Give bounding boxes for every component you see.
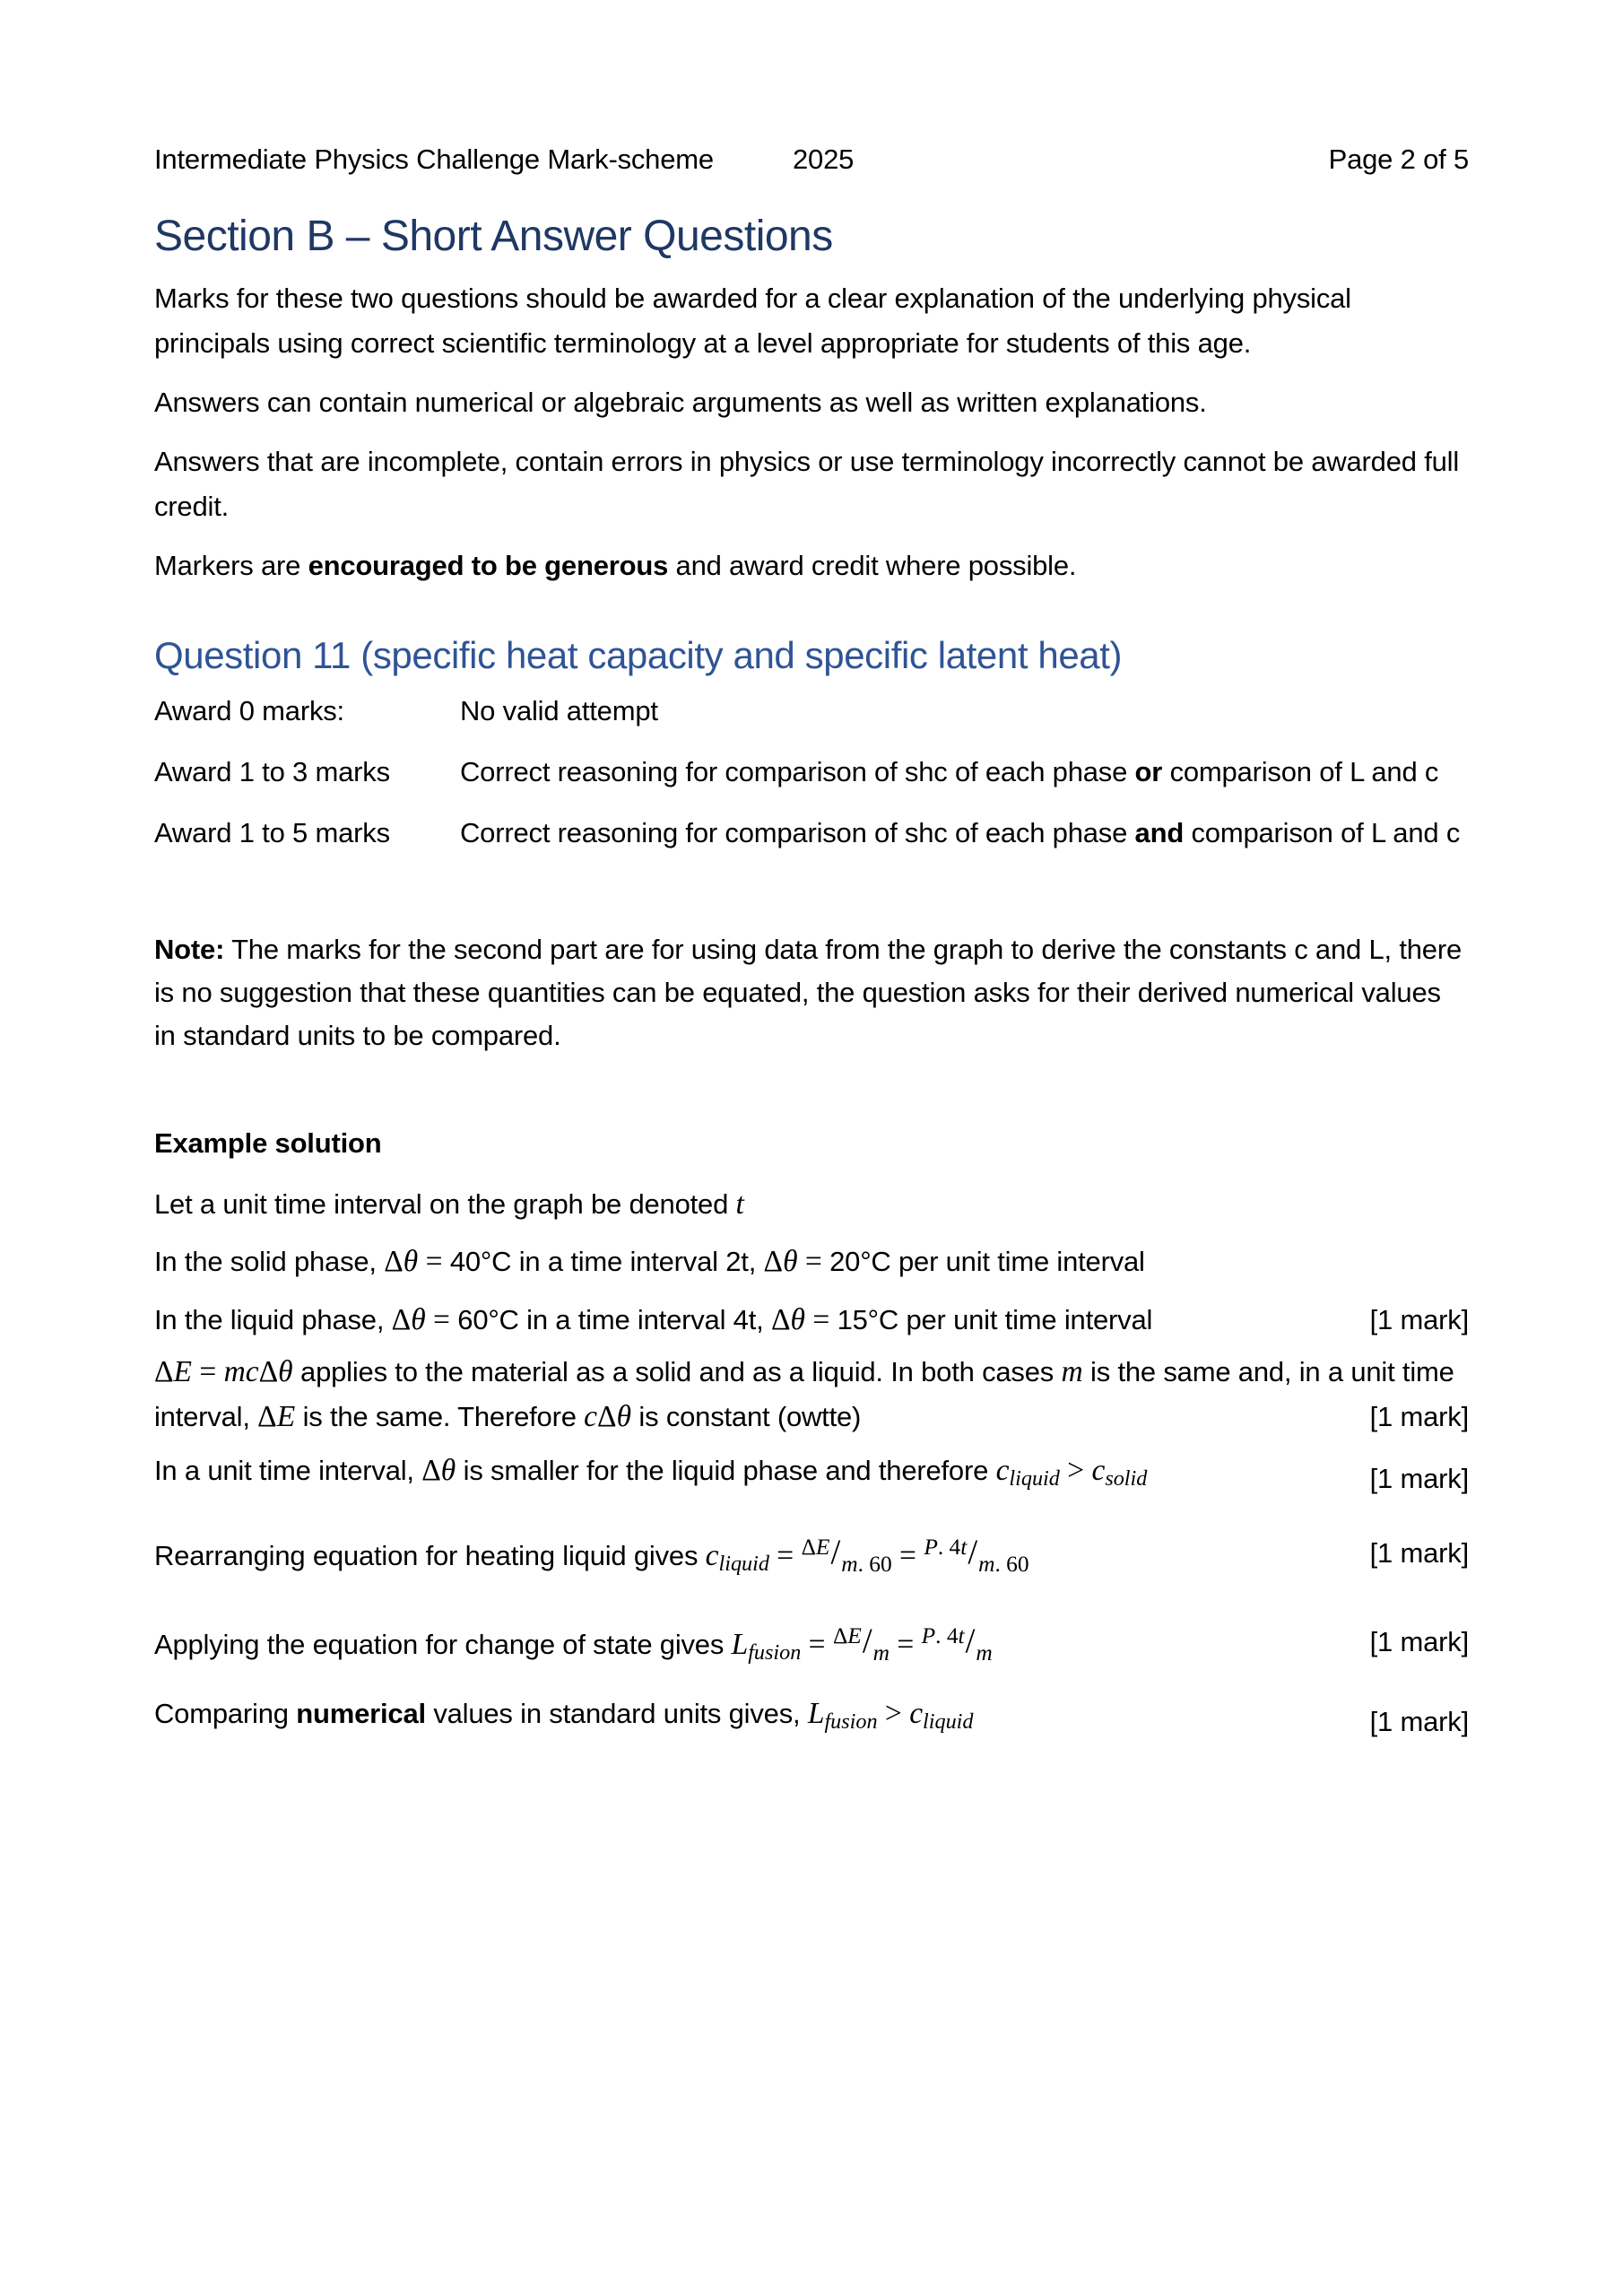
- solution-text: Rearranging equation for heating liquid gives cliquid = $^{\Delta E}/_{m. 60} = ^{P. 4t}/_{m. 60}$: [154, 1533, 1029, 1578]
- intro-paragraph-1: Marks for these two questions should be awarded for a clear explanation of the underlying physical principals using correct scientific terminology at a level appropriate for students of this age.: [154, 283, 1351, 359]
- document-year: 2025: [793, 144, 855, 175]
- solution-text: In a unit time interval, Δθ is smaller for the liquid phase and therefore cliquid > csolid: [154, 1454, 1148, 1491]
- award-label: Award 0 marks:: [154, 695, 344, 726]
- intro-paragraph-3: Answers that are incomplete, contain errors in physics or use terminology incorrectly cannot be awarded full credit.: [154, 446, 1460, 522]
- page-header: [154, 142, 1469, 178]
- intro-paragraph-4: Markers are encouraged to be generous and award credit where possible.: [154, 550, 1077, 581]
- fraction: $^{\Delta E}/_{m. 60}$: [801, 1533, 892, 1578]
- award-table: [154, 689, 1469, 856]
- solution-text: ΔE = mcΔθ applies to the material as a solid and as a liquid. In both cases m is the same and, in a unit time interval, ΔE is the same. Therefore cΔθ is constant (owtte): [154, 1355, 1454, 1433]
- example-solution-heading: Example solution: [154, 1127, 382, 1159]
- solution-line: [154, 1603, 1469, 1686]
- solution-line: [154, 1298, 1469, 1343]
- fraction: $^{P. 4t}/_m$: [921, 1622, 993, 1666]
- mark-label: [1 mark]: [1369, 1706, 1469, 1738]
- award-criteria: Correct reasoning for comparison of shc of each phase and comparison of L and c: [460, 817, 1461, 848]
- solution-text: In the solid phase, Δθ = 40°C in a time interval 2t, Δθ = 20°C per unit time interval: [154, 1245, 1145, 1278]
- question-11-heading: Question 11 (specific heat capacity and specific latent heat): [154, 634, 1123, 676]
- award-row: [154, 689, 1469, 734]
- solution-text: In the liquid phase, Δθ = 60°C in a time interval 4t, Δθ = 15°C per unit time interval: [154, 1303, 1153, 1336]
- mark-label: [1 mark]: [1369, 1304, 1469, 1335]
- fraction: $^{P. 4t}/_{m. 60}$: [924, 1533, 1029, 1578]
- award-row: [154, 811, 1469, 856]
- intro-paragraph-2: Answers can contain numerical or algebraic arguments as well as written explanations.: [154, 387, 1207, 418]
- fraction-slash: /: [965, 1622, 976, 1661]
- fraction-slash: /: [968, 1533, 978, 1572]
- solution-line: [154, 1514, 1469, 1597]
- solution-line: [154, 1182, 1469, 1227]
- solution-line: [154, 1692, 1469, 1744]
- award-row: [154, 750, 1469, 795]
- mark-label: [1 mark]: [1369, 1401, 1469, 1432]
- award-criteria: No valid attempt: [460, 695, 658, 726]
- fraction: $^{\Delta E}/_m$: [832, 1622, 890, 1666]
- solution-text: Comparing numerical values in standard units gives, Lfusion > cliquid: [154, 1697, 974, 1735]
- award-criteria: Correct reasoning for comparison of shc of each phase or comparison of L and c: [460, 756, 1439, 787]
- fraction-slash: /: [862, 1622, 872, 1661]
- mark-label: [1 mark]: [1369, 1626, 1469, 1658]
- mark-label: [1 mark]: [1369, 1537, 1469, 1570]
- solution-text: Let a unit time interval on the graph be denoted t: [154, 1187, 744, 1221]
- document-title: Intermediate Physics Challenge Mark-scheme: [154, 144, 714, 175]
- section-b-heading: Section B – Short Answer Questions: [154, 213, 833, 260]
- solution-line: [154, 1350, 1469, 1439]
- page-number: Page 2 of 5: [1328, 144, 1469, 175]
- mark-label: [1 mark]: [1369, 1462, 1469, 1494]
- note-paragraph: Note: The marks for the second part are for using data from the graph to derive the constants c and L, there is no suggestion that these quantities can be equated, the question asks for their derived numerical values in standard units to be compared.: [154, 934, 1462, 1051]
- solution-text: Applying the equation for change of state gives Lfusion = $^{\Delta E}/_m = ^{P. 4t}/_m$: [154, 1622, 993, 1666]
- solution-line: [154, 1448, 1469, 1501]
- solution-line: [154, 1239, 1469, 1284]
- fraction-slash: /: [830, 1533, 841, 1572]
- award-label: Award 1 to 3 marks: [154, 756, 390, 787]
- award-label: Award 1 to 5 marks: [154, 817, 390, 848]
